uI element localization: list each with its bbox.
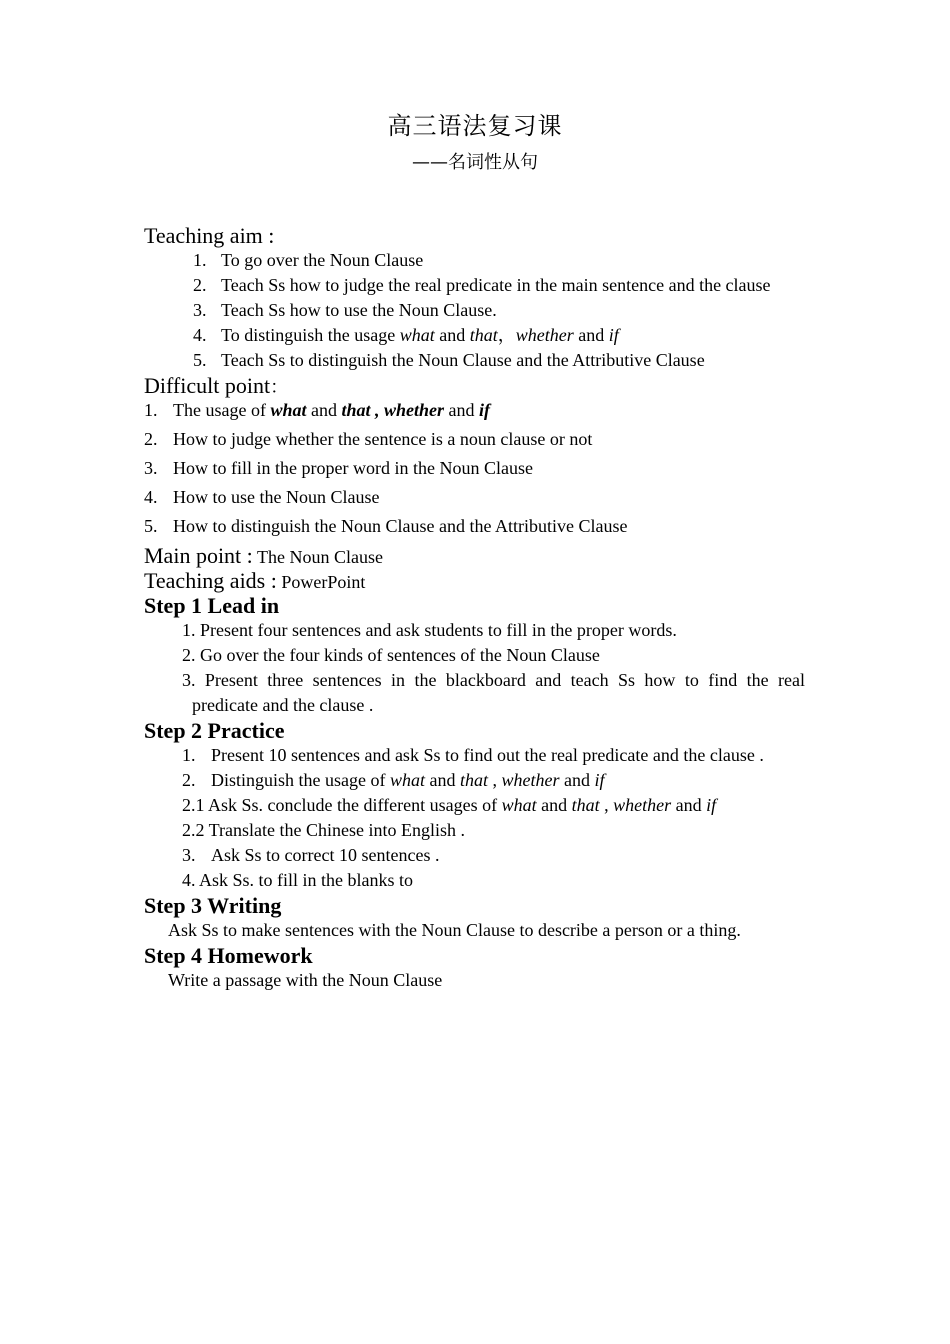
step4-text: Write a passage with the Noun Clause — [168, 970, 443, 990]
aim-item-2: 2. Teach Ss how to judge the real predicate in the main sentence and the clause — [193, 275, 771, 295]
step4-heading: Step 4 Homework — [144, 943, 313, 968]
step2-item-2: 2. Distinguish the usage of what and that , whether and if — [182, 770, 605, 790]
difficult-item-1: 1. The usage of what and that , whether and if — [144, 400, 491, 420]
doc-title: 高三语法复习课 — [387, 112, 563, 140]
step2-heading: Step 2 Practice — [144, 718, 285, 743]
difficult-item-3: 3. How to fill in the proper word in the Noun Clause — [144, 458, 533, 478]
step2-item-3: 3. Ask Ss to correct 10 sentences . — [182, 845, 440, 865]
step1-heading: Step 1 Lead in — [144, 593, 280, 618]
teaching-aim-heading: Teaching aim : — [144, 223, 275, 248]
step1-item-3-cont: predicate and the clause . — [192, 695, 374, 715]
difficult-item-5: 5. How to distinguish the Noun Clause and the Attributive Clause — [144, 516, 628, 536]
step2-item-2-2: 2.2 Translate the Chinese into English . — [182, 820, 465, 840]
aim-item-1: 1. To go over the Noun Clause — [193, 250, 424, 270]
main-point: Main point : The Noun Clause — [144, 543, 383, 568]
difficult-point-heading: Difficult point： — [144, 373, 289, 398]
step3-heading: Step 3 Writing — [144, 893, 282, 918]
step1-item-3: 3. Present three sentences in the blackboard and teach Ss how to find the real — [182, 670, 805, 690]
step3-text: Ask Ss to make sentences with the Noun Clause to describe a person or a thing. — [168, 920, 741, 940]
step1-item-1: 1. Present four sentences and ask students to fill in the proper words. — [182, 620, 677, 640]
difficult-item-2: 2. How to judge whether the sentence is a noun clause or not — [144, 429, 593, 449]
step2-item-1: 1. Present 10 sentences and ask Ss to find out the real predicate and the clause . — [182, 745, 764, 765]
teaching-aids: Teaching aids : PowerPoint — [144, 568, 366, 593]
difficult-item-4: 4. How to use the Noun Clause — [144, 487, 380, 507]
aim-item-4: 4. To distinguish the usage what and that，whether and if — [193, 325, 619, 345]
doc-subtitle: ——名词性从句 — [412, 152, 538, 173]
step1-item-2: 2. Go over the four kinds of sentences of the Noun Clause — [182, 645, 600, 665]
step2-item-2-1: 2.1 Ask Ss. conclude the different usages of what and that , whether and if — [182, 795, 717, 815]
aim-item-3: 3. Teach Ss how to use the Noun Clause. — [193, 300, 497, 320]
step2-item-4: 4. Ask Ss. to fill in the blanks to — [182, 870, 414, 890]
aim-item-5: 5. Teach Ss to distinguish the Noun Clause and the Attributive Clause — [193, 350, 705, 370]
